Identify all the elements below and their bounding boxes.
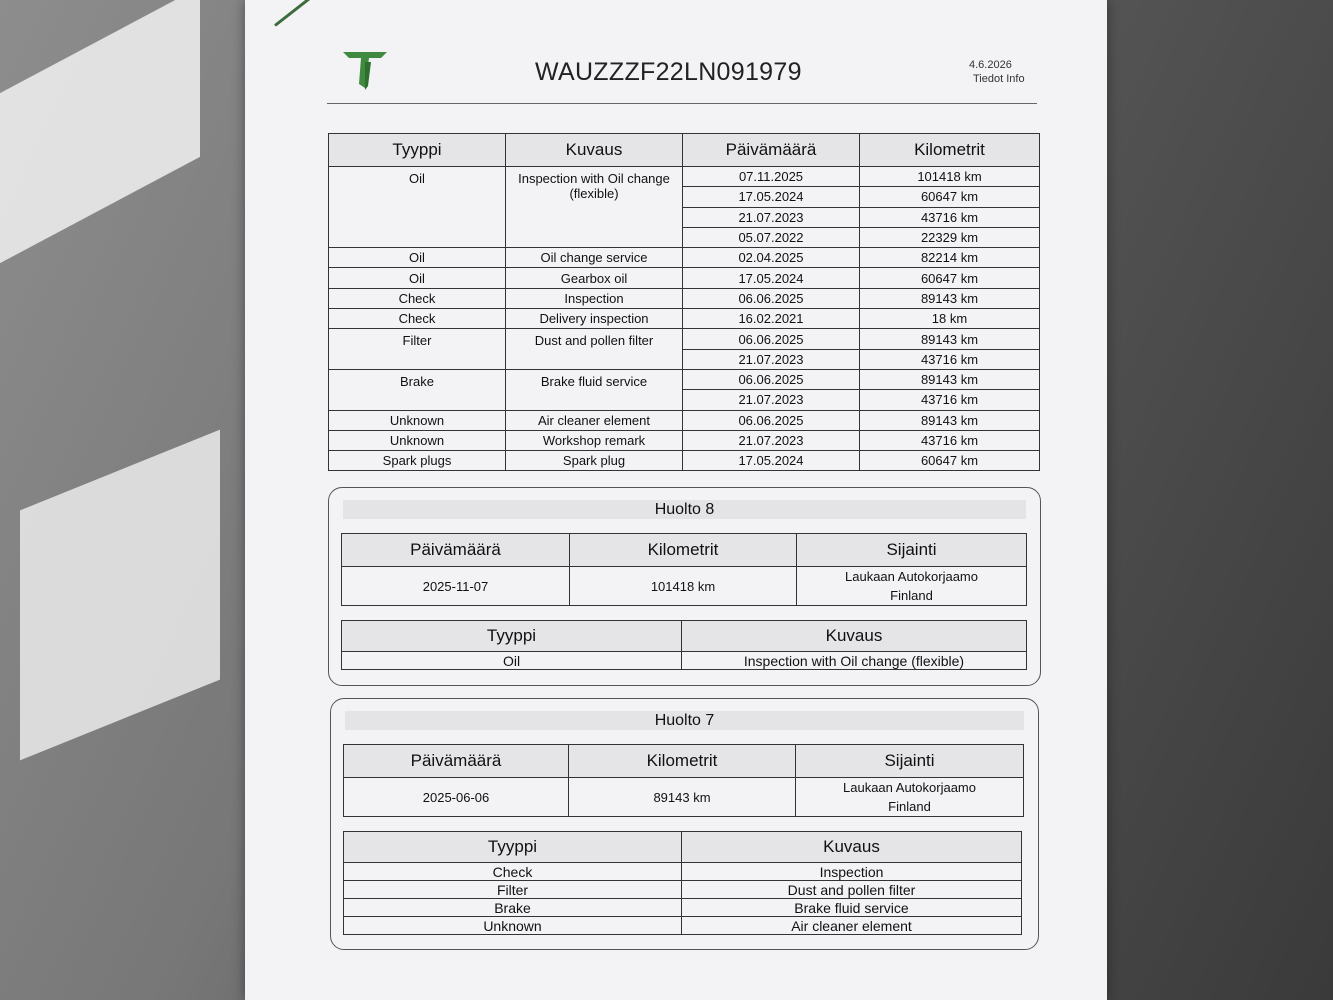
- location-country: Finland: [888, 799, 931, 814]
- cell-km: 82214 km: [860, 248, 1040, 268]
- cell-date: 21.07.2023: [683, 390, 860, 410]
- cell-type: Check: [329, 288, 506, 308]
- column-header-description: Kuvaus: [506, 134, 683, 167]
- column-header-km: Kilometrit: [569, 745, 796, 778]
- cell-type: Unknown: [329, 430, 506, 450]
- cell-description: Inspection: [682, 863, 1022, 881]
- service-history-table: [328, 133, 1040, 471]
- location-country: Finland: [890, 588, 933, 603]
- cell-description: Dust and pollen filter: [506, 329, 683, 370]
- table-row: [329, 369, 1040, 389]
- cell-km: 60647 km: [860, 451, 1040, 471]
- window-light-reflection: [20, 430, 220, 761]
- cell-description: Inspection: [506, 288, 683, 308]
- cell-km: 60647 km: [860, 187, 1040, 207]
- table-header-row: [342, 621, 1027, 652]
- cell-date: 2025-06-06: [344, 778, 569, 817]
- column-header-description: Kuvaus: [682, 621, 1027, 652]
- company-logo-icon: [341, 48, 389, 92]
- cell-description: Delivery inspection: [506, 309, 683, 329]
- cell-type: Brake: [344, 899, 682, 917]
- column-header-km: Kilometrit: [570, 534, 797, 567]
- cell-type: Brake: [329, 369, 506, 410]
- cell-type: Check: [329, 309, 506, 329]
- column-header-date: Päivämäärä: [342, 534, 570, 567]
- cell-date: 05.07.2022: [683, 227, 860, 247]
- table-row: [329, 309, 1040, 329]
- cell-type: Unknown: [344, 917, 682, 935]
- cell-date: 16.02.2021: [683, 309, 860, 329]
- document-title: WAUZZZF22LN091979: [535, 58, 802, 86]
- table-header-row: [344, 832, 1022, 863]
- cell-location: [797, 567, 1027, 606]
- column-header-description: Kuvaus: [682, 832, 1022, 863]
- cell-type: Spark plugs: [329, 451, 506, 471]
- cell-description: Inspection with Oil change (flexible): [682, 652, 1027, 670]
- service-card-huolto-8: [328, 487, 1041, 686]
- cell-description: Dust and pollen filter: [682, 881, 1022, 899]
- cell-km: 22329 km: [860, 227, 1040, 247]
- cell-description: Brake fluid service: [506, 369, 683, 410]
- cell-type: Oil: [329, 248, 506, 268]
- column-header-location: Sijainti: [796, 745, 1024, 778]
- cell-description: Gearbox oil: [506, 268, 683, 288]
- table-row: [344, 863, 1022, 881]
- cell-date: 21.07.2023: [683, 349, 860, 369]
- table-row: [344, 881, 1022, 899]
- cell-km: 89143 km: [860, 410, 1040, 430]
- table-row: [329, 268, 1040, 288]
- column-header-km: Kilometrit: [860, 134, 1040, 167]
- cell-description: Oil change service: [506, 248, 683, 268]
- table-row: [344, 899, 1022, 917]
- location-name: Laukaan Autokorjaamo: [845, 569, 978, 584]
- cell-description: Workshop remark: [506, 430, 683, 450]
- table-row: [329, 410, 1040, 430]
- cell-date: 2025-11-07: [342, 567, 570, 606]
- service-details-table: [343, 744, 1024, 817]
- cell-description: Air cleaner element: [506, 410, 683, 430]
- cell-km: 43716 km: [860, 349, 1040, 369]
- table-row: [329, 329, 1040, 349]
- location-name: Laukaan Autokorjaamo: [843, 780, 976, 795]
- cell-description: Air cleaner element: [682, 917, 1022, 935]
- service-card-title: Huolto 7: [345, 711, 1024, 730]
- cell-km: 89143 km: [860, 288, 1040, 308]
- cell-date: 17.05.2024: [683, 187, 860, 207]
- cell-km: 18 km: [860, 309, 1040, 329]
- table-header-row: [329, 134, 1040, 167]
- table-header-row: [342, 534, 1027, 567]
- cell-km: 43716 km: [860, 207, 1040, 227]
- table-row: [329, 430, 1040, 450]
- cell-type: Oil: [329, 167, 506, 248]
- pen-mark: [274, 0, 311, 27]
- column-header-location: Sijainti: [797, 534, 1027, 567]
- cell-type: Oil: [342, 652, 682, 670]
- cell-km: 89143 km: [860, 369, 1040, 389]
- table-row: [329, 451, 1040, 471]
- cell-type: Unknown: [329, 410, 506, 430]
- cell-description: Spark plug: [506, 451, 683, 471]
- table-row: [344, 917, 1022, 935]
- table-row: [329, 288, 1040, 308]
- cell-date: 02.04.2025: [683, 248, 860, 268]
- cell-km: 101418 km: [570, 567, 797, 606]
- cell-date: 06.06.2025: [683, 369, 860, 389]
- cell-date: 06.06.2025: [683, 410, 860, 430]
- cell-km: 43716 km: [860, 390, 1040, 410]
- column-header-type: Tyyppi: [329, 134, 506, 167]
- service-card-title: Huolto 8: [343, 500, 1026, 519]
- cell-type: Oil: [329, 268, 506, 288]
- cell-date: 21.07.2023: [683, 430, 860, 450]
- column-header-date: Päivämäärä: [344, 745, 569, 778]
- cell-date: 21.07.2023: [683, 207, 860, 227]
- paper-sheet: [245, 0, 1107, 1000]
- window-light-reflection: [0, 0, 200, 263]
- cell-km: 101418 km: [860, 167, 1040, 187]
- table-header-row: [344, 745, 1024, 778]
- cell-date: 17.05.2024: [683, 451, 860, 471]
- cell-date: 07.11.2025: [683, 167, 860, 187]
- cell-km: 89143 km: [860, 329, 1040, 349]
- header-divider: [327, 103, 1037, 104]
- cell-date: 06.06.2025: [683, 329, 860, 349]
- column-header-date: Päivämäärä: [683, 134, 860, 167]
- cell-km: 89143 km: [569, 778, 796, 817]
- table-row: [342, 652, 1027, 670]
- table-row: [329, 248, 1040, 268]
- service-card-huolto-7: [330, 698, 1039, 950]
- cell-km: 43716 km: [860, 430, 1040, 450]
- table-row: [344, 778, 1024, 817]
- document-date: 4.6.2026: [969, 59, 1012, 71]
- cell-type: Filter: [329, 329, 506, 370]
- cell-date: 17.05.2024: [683, 268, 860, 288]
- table-row: [329, 167, 1040, 187]
- cell-location: [796, 778, 1024, 817]
- cell-km: 60647 km: [860, 268, 1040, 288]
- service-items-table: [343, 831, 1022, 935]
- table-row: [342, 567, 1027, 606]
- column-header-type: Tyyppi: [344, 832, 682, 863]
- cell-description: Brake fluid service: [682, 899, 1022, 917]
- document-info-label: Tiedot Info: [973, 73, 1025, 85]
- cell-type: Check: [344, 863, 682, 881]
- column-header-type: Tyyppi: [342, 621, 682, 652]
- service-items-table: [341, 620, 1027, 670]
- cell-type: Filter: [344, 881, 682, 899]
- cell-description: Inspection with Oil change (flexible): [506, 167, 683, 248]
- service-details-table: [341, 533, 1027, 606]
- cell-date: 06.06.2025: [683, 288, 860, 308]
